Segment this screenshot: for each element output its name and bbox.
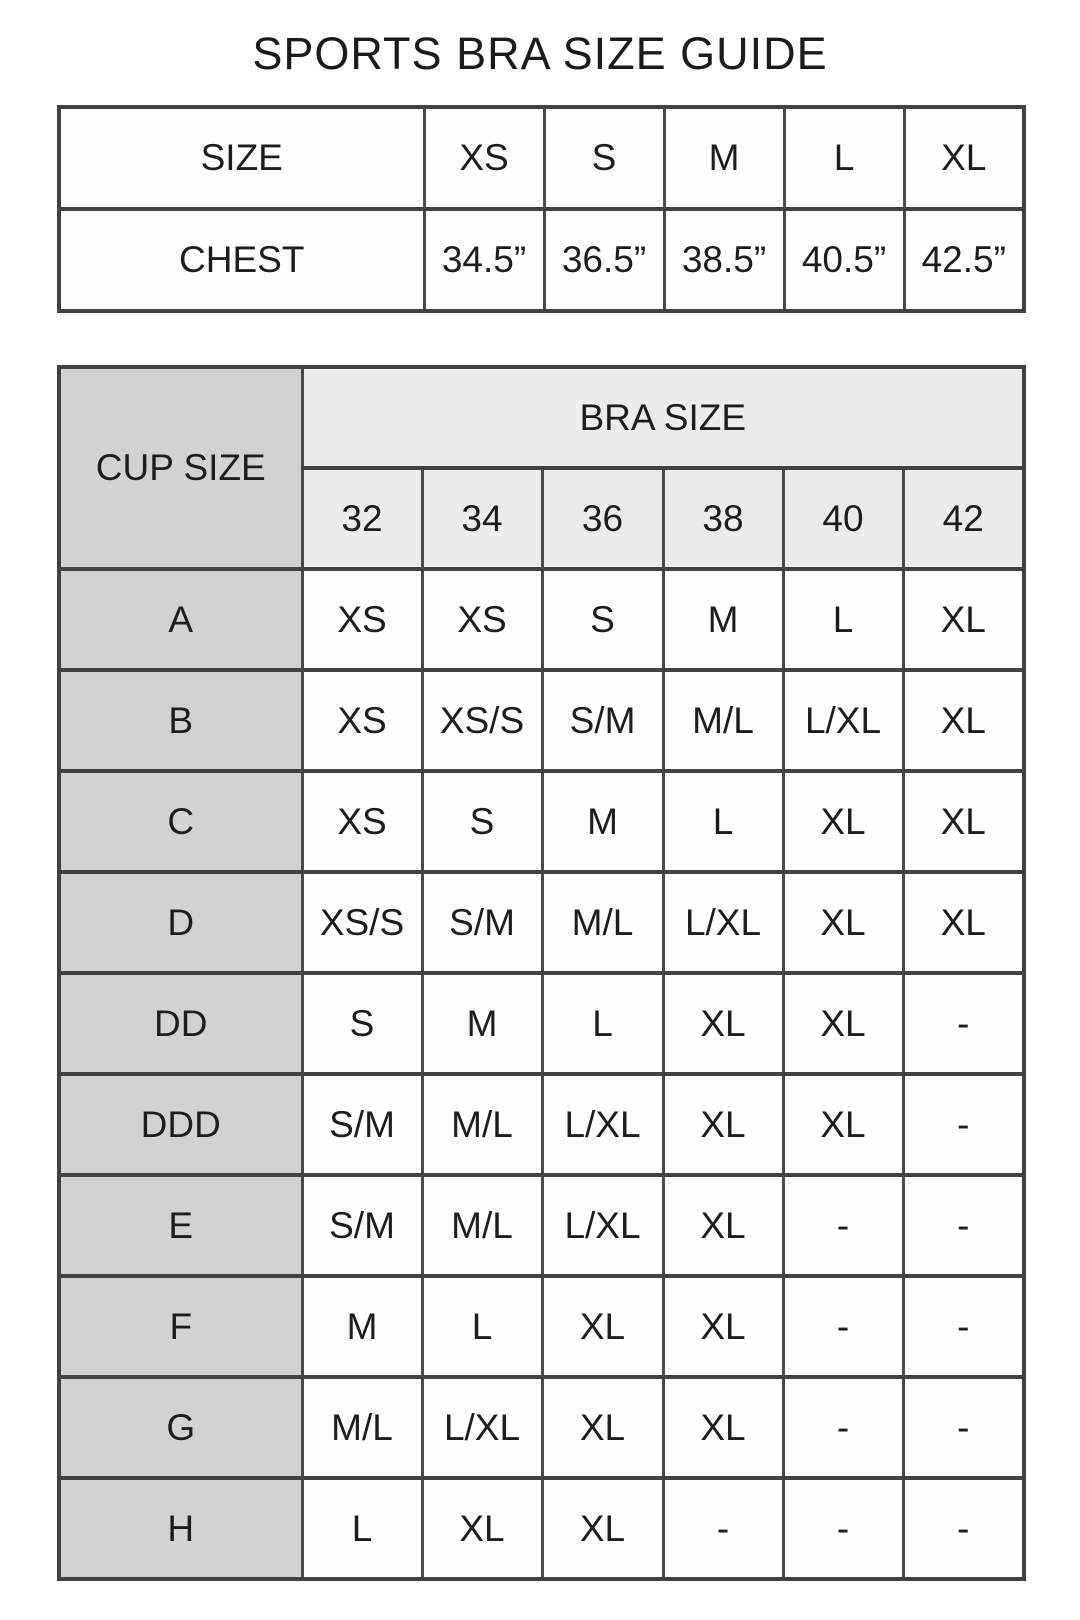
size-table-value-cell: L xyxy=(784,107,904,209)
chest-size-table xyxy=(57,105,1026,313)
cup-size-value-cell: XL xyxy=(783,872,903,973)
cup-size-value-cell: XL xyxy=(663,1074,783,1175)
size-table-value-cell: XS xyxy=(424,107,544,209)
cup-table-row xyxy=(59,1377,1024,1478)
size-table-value-cell: M xyxy=(664,107,784,209)
cup-size-value-cell: M/L xyxy=(422,1175,542,1276)
band-size-label: 36 xyxy=(542,468,663,569)
band-size-label: 38 xyxy=(663,468,783,569)
cup-size-value-cell: L xyxy=(542,973,663,1074)
cup-size-value-cell: XL xyxy=(542,1276,663,1377)
cup-row-label: B xyxy=(59,670,302,771)
cup-size-value-cell: XL xyxy=(903,872,1024,973)
cup-size-value-cell: XL xyxy=(663,1377,783,1478)
cup-table-row xyxy=(59,569,1024,670)
size-table-row-label: SIZE xyxy=(59,107,424,209)
cup-size-value-cell: XS xyxy=(422,569,542,670)
cup-table-row xyxy=(59,1276,1024,1377)
cup-table-row xyxy=(59,973,1024,1074)
cup-size-value-cell: S/M xyxy=(422,872,542,973)
size-table-row-label: CHEST xyxy=(59,209,424,311)
size-table-value-cell: 42.5” xyxy=(904,209,1024,311)
cup-table-row xyxy=(59,771,1024,872)
cup-table-row xyxy=(59,670,1024,771)
bra-size-band-label: BRA SIZE xyxy=(302,367,1024,468)
cup-size-value-cell: XL xyxy=(783,771,903,872)
cup-size-value-cell: L/XL xyxy=(542,1074,663,1175)
cup-size-value-cell: L/XL xyxy=(783,670,903,771)
cup-size-value-cell: - xyxy=(903,1478,1024,1579)
cup-size-value-cell: XS/S xyxy=(302,872,422,973)
cup-table-row xyxy=(59,872,1024,973)
cup-size-value-cell: L/XL xyxy=(422,1377,542,1478)
cup-size-value-cell: - xyxy=(903,973,1024,1074)
cup-table-row xyxy=(59,1478,1024,1579)
cup-size-value-cell: XL xyxy=(663,1276,783,1377)
cup-size-value-cell: XS xyxy=(302,771,422,872)
cup-size-value-cell: - xyxy=(783,1377,903,1478)
cup-size-value-cell: M/L xyxy=(542,872,663,973)
cup-size-value-cell: XS xyxy=(302,569,422,670)
size-table-value-cell: 34.5” xyxy=(424,209,544,311)
page-title: SPORTS BRA SIZE GUIDE xyxy=(252,28,828,79)
cup-size-value-cell: - xyxy=(783,1478,903,1579)
cup-row-label: DDD xyxy=(59,1074,302,1175)
cup-size-value-cell: XL xyxy=(542,1377,663,1478)
cup-size-value-cell: XL xyxy=(903,771,1024,872)
cup-table-header-row xyxy=(59,367,1024,468)
cup-size-value-cell: L/XL xyxy=(663,872,783,973)
cup-table-row xyxy=(59,1074,1024,1175)
cup-table-row xyxy=(59,1175,1024,1276)
band-size-label: 40 xyxy=(783,468,903,569)
cup-size-value-cell: XL xyxy=(542,1478,663,1579)
cup-size-value-cell: S/M xyxy=(302,1175,422,1276)
cup-size-table-body xyxy=(59,367,1024,1579)
cup-size-value-cell: XL xyxy=(903,569,1024,670)
cup-size-table xyxy=(57,365,1026,1581)
cup-size-value-cell: L xyxy=(422,1276,542,1377)
cup-size-value-cell: XL xyxy=(903,670,1024,771)
cup-row-label: C xyxy=(59,771,302,872)
cup-size-value-cell: M xyxy=(542,771,663,872)
cup-size-value-cell: XL xyxy=(422,1478,542,1579)
cup-row-label: A xyxy=(59,569,302,670)
cup-row-label: DD xyxy=(59,973,302,1074)
cup-size-corner-label: CUP SIZE xyxy=(59,367,302,569)
cup-row-label: E xyxy=(59,1175,302,1276)
cup-size-value-cell: XS xyxy=(302,670,422,771)
size-table-value-cell: S xyxy=(544,107,664,209)
cup-size-value-cell: M xyxy=(302,1276,422,1377)
cup-size-value-cell: S/M xyxy=(302,1074,422,1175)
size-table-row xyxy=(59,209,1024,311)
size-table-value-cell: 38.5” xyxy=(664,209,784,311)
cup-size-value-cell: S xyxy=(422,771,542,872)
size-table-value-cell: 40.5” xyxy=(784,209,904,311)
cup-row-label: H xyxy=(59,1478,302,1579)
cup-row-label: G xyxy=(59,1377,302,1478)
cup-size-value-cell: L xyxy=(302,1478,422,1579)
cup-size-value-cell: XL xyxy=(783,1074,903,1175)
cup-size-value-cell: - xyxy=(663,1478,783,1579)
cup-size-value-cell: S/M xyxy=(542,670,663,771)
band-size-label: 32 xyxy=(302,468,422,569)
cup-size-value-cell: M/L xyxy=(422,1074,542,1175)
size-table-value-cell: 36.5” xyxy=(544,209,664,311)
cup-size-value-cell: XS/S xyxy=(422,670,542,771)
cup-size-value-cell: XL xyxy=(783,973,903,1074)
band-size-label: 42 xyxy=(903,468,1024,569)
cup-size-value-cell: S xyxy=(542,569,663,670)
cup-size-value-cell: L/XL xyxy=(542,1175,663,1276)
cup-size-value-cell: S xyxy=(302,973,422,1074)
cup-size-value-cell: M/L xyxy=(302,1377,422,1478)
cup-size-value-cell: - xyxy=(903,1377,1024,1478)
band-size-label: 34 xyxy=(422,468,542,569)
cup-size-value-cell: - xyxy=(783,1276,903,1377)
cup-row-label: F xyxy=(59,1276,302,1377)
cup-size-value-cell: L xyxy=(663,771,783,872)
size-table-row xyxy=(59,107,1024,209)
chest-size-table-body xyxy=(59,107,1024,311)
cup-size-value-cell: - xyxy=(903,1074,1024,1175)
cup-size-value-cell: - xyxy=(903,1175,1024,1276)
cup-size-value-cell: M/L xyxy=(663,670,783,771)
cup-size-value-cell: - xyxy=(903,1276,1024,1377)
cup-size-value-cell: - xyxy=(783,1175,903,1276)
cup-size-value-cell: XL xyxy=(663,1175,783,1276)
cup-size-value-cell: XL xyxy=(663,973,783,1074)
cup-size-value-cell: L xyxy=(783,569,903,670)
cup-size-value-cell: M xyxy=(663,569,783,670)
cup-size-value-cell: M xyxy=(422,973,542,1074)
cup-row-label: D xyxy=(59,872,302,973)
size-table-value-cell: XL xyxy=(904,107,1024,209)
